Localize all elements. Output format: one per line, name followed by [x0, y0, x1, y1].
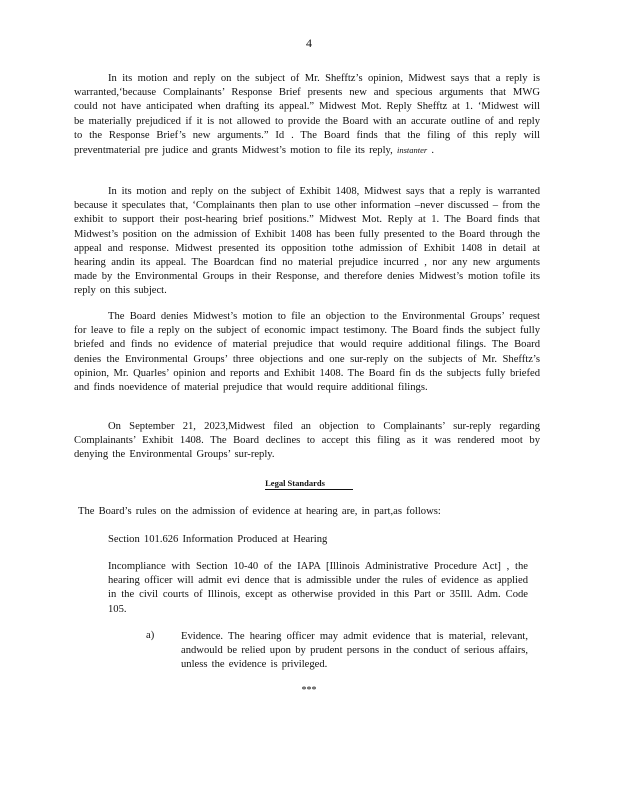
paragraph-end: .: [431, 145, 435, 157]
subsection-text: Evidence. The hearing officer may admit evidence that is material, relevant, andwould be relied upon by prudent persons in the conduct of serious affairs, unless the evidence is privileged.: [181, 631, 528, 671]
omission-marker: ***: [301, 685, 317, 696]
section-heading: [0, 478, 618, 490]
paragraph-text: In its motion and reply on the subject of Mr. Shefftz’s opinion, Midwest says that a reply is warranted,‘because Complainants’ Response Brief presents new and specious arguments that MWG could not have anticipated when drafting its appeal.” Midwest Mot. Reply Shefftz at 1. ‘Midwest will be materially prejudiced if it is not allowed to provide the Board with an accurate outline of and reply to the Response Brief’s new arguments.” Id . The Board finds that the filing of this reply will preventmaterial pre judice and grants Midwest’s motion to file its reply,: [74, 73, 540, 157]
paragraph-exhibit-reply: In its motion and reply on the subject of Exhibit 1408, Midwest says that a reply is warranted because it speculates that, ‘Complainants then plan to use other information –never discussed – from the exhibit to support their post-hearing brief positions.” Midwest Mot. Reply at 1. The Board finds that Midwest’s position on the admission of Exhibit 1408 has been fully presented to the Board through the appeal and response. Midwest presented its opposition tothe admission of Exhibit 1408 in detail at hearing andin its appeal. The Boardcan find no material prejudice incurred , nor any new arguments made by the Environmental Groups in their Response, and therefore denies Midwest’s motion tofile its reply on this subject.: [74, 186, 540, 297]
section-text: Incompliance with Section 10-40 of the IAPA [Illinois Administrative Procedure Act] , the hearing officer will admit evi dence that is admissible under the rules of evidence as applied in the civil courts of Illinois, except as otherwise provided in this Part or 35Ill. Adm. Code 105.: [108, 561, 528, 615]
subsection-marker: a): [146, 630, 155, 641]
paragraph-shefftz-reply: [74, 72, 540, 158]
section-title: Section 101.626 Information Produced at Hearing: [108, 534, 328, 545]
rules-intro: The Board’s rules on the admission of evidence at hearing are, in part,as follows:: [78, 506, 441, 517]
heading-text: Legal Standards: [265, 478, 353, 490]
page-number: 4: [306, 36, 312, 50]
paragraph-sur-reply: On September 21, 2023,Midwest filed an objection to Complainants’ sur-reply regarding Complainants’ Exhibit 1408. The Board declines to accept this filing as it was rendered moot by denying the Environmental Groups’ sur-reply.: [74, 421, 540, 461]
italic-term: instanter: [396, 145, 428, 156]
paragraph-objection-denial: The Board denies Midwest’s motion to file an objection to the Environmental Groups’ request for leave to file a reply on the subject of economic impact testimony. The Board finds the subject fully briefed and finds no evidence of material prejudice that would require additional filings. The Board denies the Environmental Groups’ three objections and one sur-reply on the subjects of Mr. Shefftz’s opinion, Mr. Quarles’ opinion and reports and Exhibit 1408. The Board fin ds the subjects fully briefed and finds noevidence of material prejudice that would require additional filings.: [74, 311, 540, 394]
